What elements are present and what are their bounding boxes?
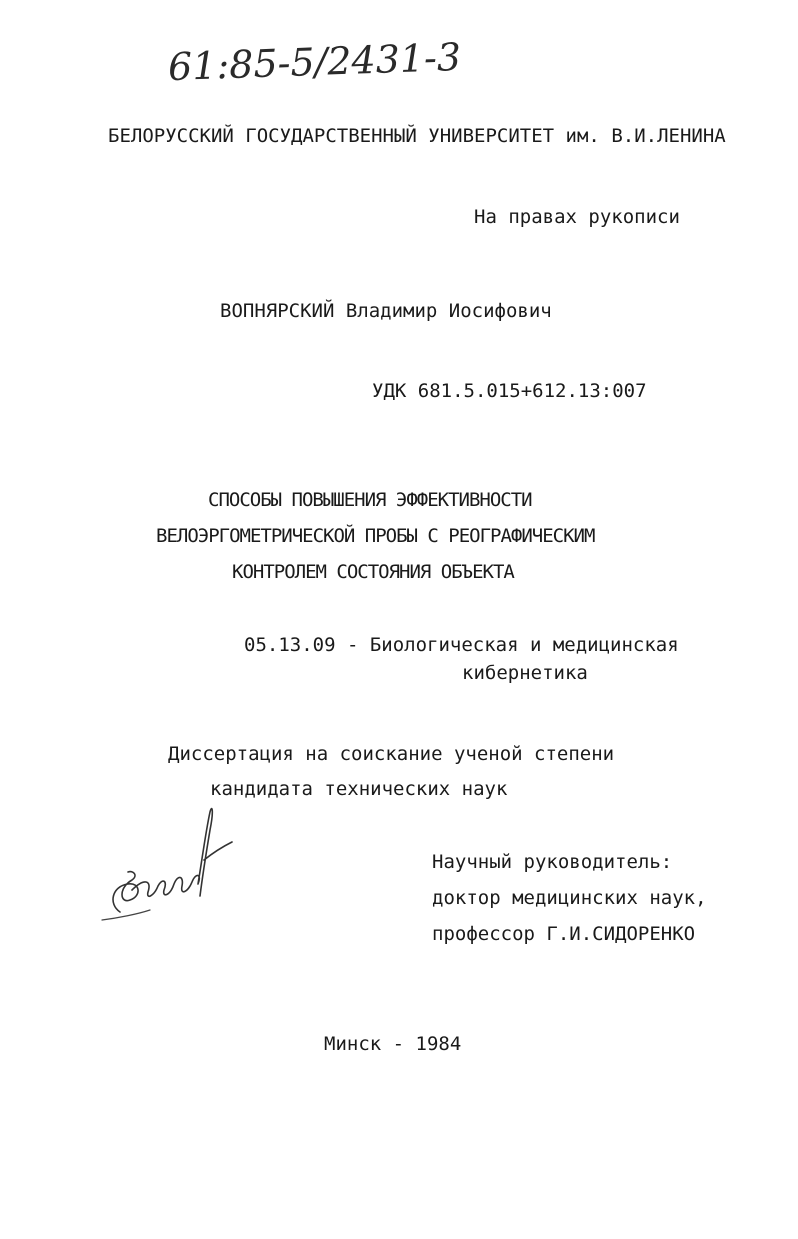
- dissertation-line-1: Диссертация на соискание ученой степени: [168, 743, 615, 765]
- specialty-line-2: кибернетика: [462, 662, 588, 684]
- udc-code: УДК 681.5.015+612.13:007: [372, 380, 647, 402]
- place-year: Минск - 1984: [324, 1033, 462, 1055]
- dissertation-line-2: кандидата технических наук: [210, 778, 508, 800]
- supervisor-line-2: доктор медицинских наук,: [432, 887, 707, 909]
- supervisor-line-3: профессор Г.И.СИДОРЕНКО: [432, 923, 696, 945]
- signature-scribble: [98, 800, 248, 930]
- author-name: ВОПНЯРСКИЙ Владимир Иосифович: [220, 300, 552, 322]
- title-line-2: ВЕЛОЭРГОМЕТРИЧЕСКОЙ ПРОБЫ С РЕОГРАФИЧЕСКИМ: [156, 525, 595, 547]
- title-line-3: КОНТРОЛЕМ СОСТОЯНИЯ ОБЪЕКТА: [232, 561, 514, 583]
- handwritten-catalog-number: 61:85-5/2431-3: [167, 34, 462, 90]
- manuscript-rights: На правах рукописи: [474, 206, 680, 228]
- supervisor-line-1: Научный руководитель:: [432, 851, 673, 873]
- title-line-1: СПОСОБЫ ПОВЫШЕНИЯ ЭФФЕКТИВНОСТИ: [208, 489, 532, 511]
- specialty-line-1: 05.13.09 - Биологическая и медицинская: [244, 634, 679, 656]
- university-name: БЕЛОРУССКИЙ ГОСУДАРСТВЕННЫЙ УНИВЕРСИТЕТ им. В.И.ЛЕНИНА: [108, 125, 726, 147]
